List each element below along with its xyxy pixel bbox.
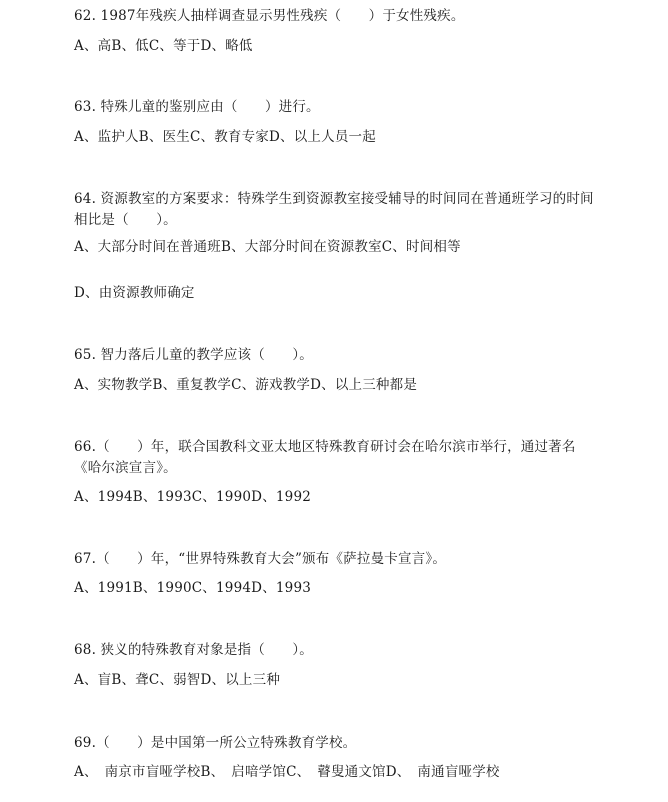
question-67-text: 67.（ ）年，“世界特殊教育大会”颁布《萨拉曼卡宣言》。 [74,551,447,567]
question-64-text: 64. 资源教室的方案要求：特殊学生到资源教室接受辅导的时间同在普通班学习的时间相比是（ ）。 [74,191,594,228]
question-64-options-line2: D、由资源教师确定 [74,285,195,301]
question-66-text: 66.（ ）年，联合国教科文亚太地区特殊教育研讨会在哈尔滨市举行，通过著名《哈尔滨宣言》。 [74,439,576,476]
question-64-options-line1: A、大部分时间在普通班B、大部分时间在资源教室C、时间相等 [74,239,461,255]
question-68-text: 68. 狭义的特殊教育对象是指（ ）。 [74,642,314,658]
question-62-text: 62. 1987年残疾人抽样调查显示男性残疾（ ）于女性残疾。 [74,8,465,24]
question-62-options: A、高B、低C、等于D、略低 [74,38,253,54]
question-66-options: A、1994B、1993C、1990D、1992 [74,489,312,505]
question-63-options: A、监护人B、医生C、教育专家D、以上人员一起 [74,129,376,145]
question-69-text: 69.（ ）是中国第一所公立特殊教育学校。 [74,735,357,751]
question-67-options: A、1991B、1990C、1994D、1993 [74,580,312,596]
question-68-options: A、盲B、聋C、弱智D、以上三种 [74,672,281,688]
question-63-text: 63. 特殊儿童的鉴别应由（ ）进行。 [74,99,320,115]
question-65-text: 65. 智力落后儿童的教学应该（ ）。 [74,347,314,363]
question-69-options: A、 南京市盲哑学校B、 启喑学馆C、 瞽叟通文馆D、 南通盲哑学校 [74,764,500,780]
question-65-options: A、实物教学B、重复教学C、游戏教学D、以上三种都是 [74,377,418,393]
